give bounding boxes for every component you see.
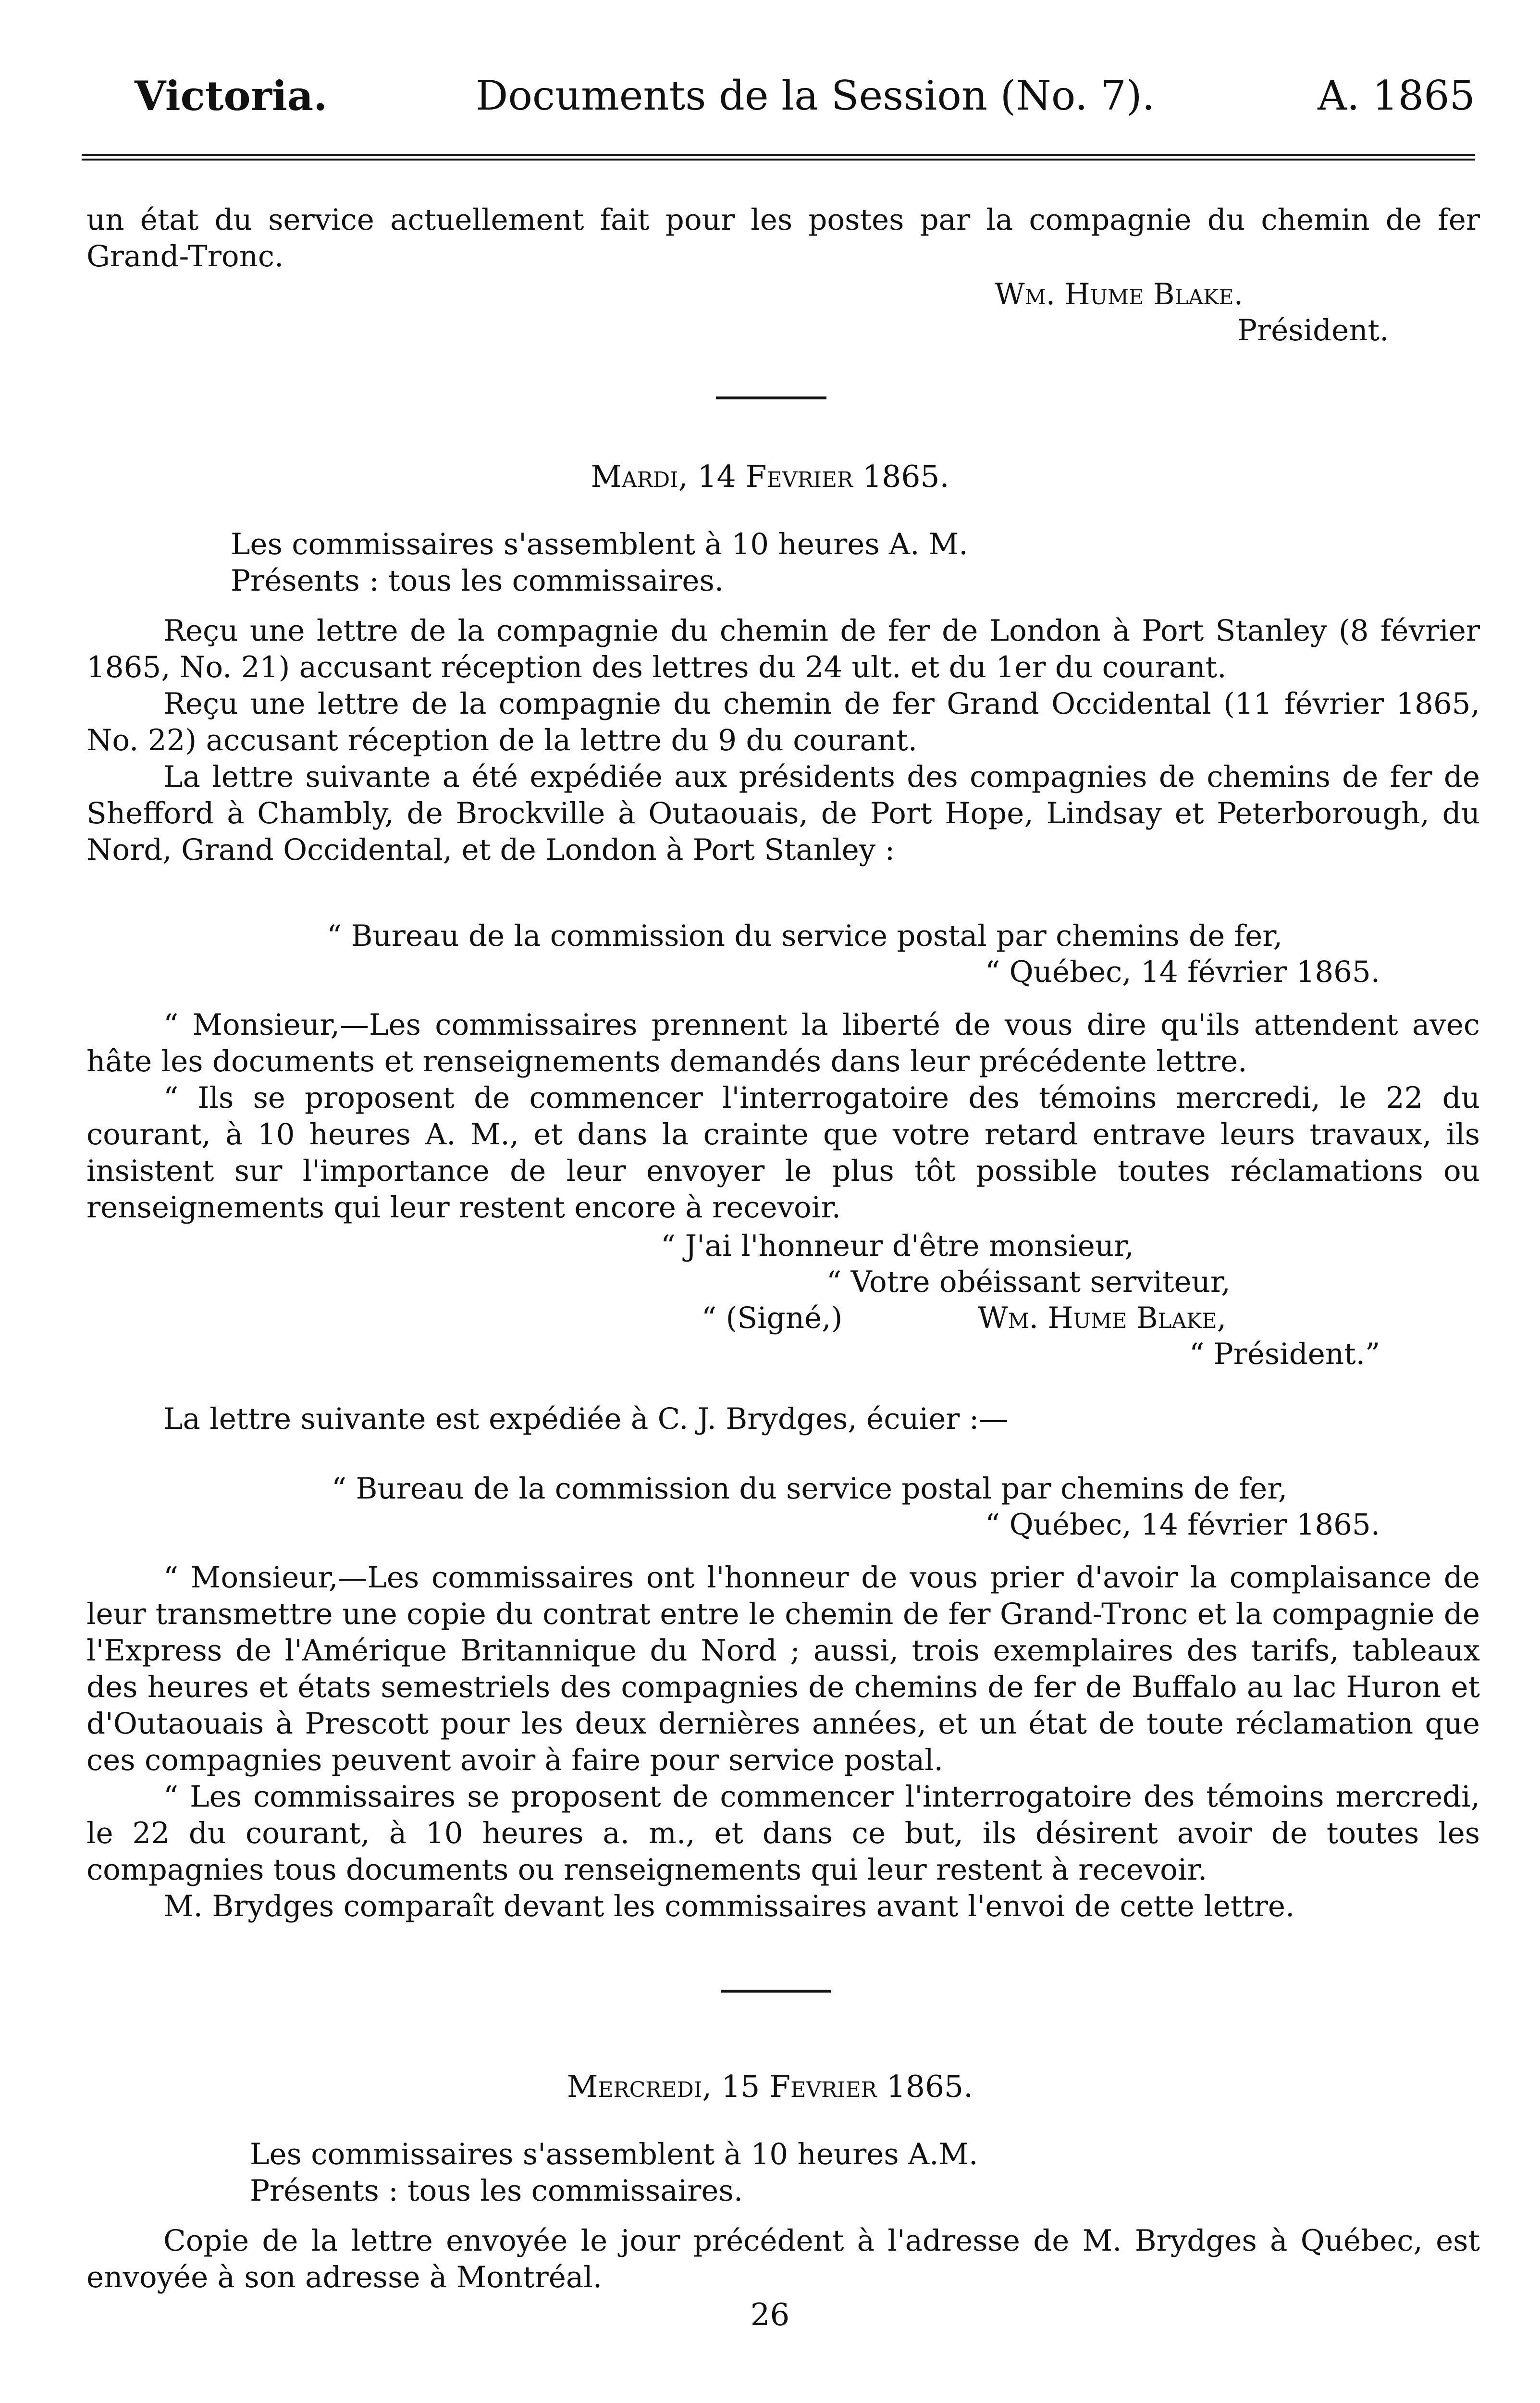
paragraph: La lettre suivante a été expédiée aux présidents des compagnies de chemins de fer de Shefford à Chambly, de Brockville à Outaouais, de Port Hope, Lindsay et Peterborough, du Nord, Grand Occidental, et de London à Port Stanley : (86, 760, 1480, 867)
letter-heading: “ Bureau de la commission du service postal par chemins de fer, (327, 919, 1283, 953)
paragraph: Copie de la lettre envoyée le jour précédent à l'adresse de M. Brydges à Québec, est envoyée à son adresse à Montréal. (86, 2224, 1480, 2294)
letter-date: “ Québec, 14 février 1865. (985, 1508, 1380, 1542)
page-number: 26 (750, 2297, 790, 2333)
letter-body (86, 1560, 1480, 1925)
running-header (91, 72, 1475, 125)
continued-paragraph (86, 202, 1480, 275)
section-heading: Mercredi, 15 Fevrier 1865. (567, 2069, 973, 2104)
minutes-block (86, 613, 1480, 868)
paragraph: La lettre suivante est expédiée à C. J. Brydges, écuier :— (163, 1402, 1009, 1436)
section-heading: Mardi, 14 Fevrier 1865. (591, 459, 949, 494)
paragraph: un état du service actuellement fait pour les postes par la compagnie du chemin de fer Grand-Tronc. (86, 203, 1480, 273)
paragraph: Reçu une lettre de la compagnie du chemin de fer de London à Port Stanley (8 février 1865, No. 21) accusant réception des lettres du 24 ult. et du 1er du courant. (86, 614, 1480, 684)
paragraph: Reçu une lettre de la compagnie du chemin de fer Grand Occidental (11 février 1865, No. 22) accusant réception de la lettre du 9 du courant. (86, 687, 1480, 757)
paragraph: M. Brydges comparaît devant les commissaires avant l'envoi de cette lettre. (163, 1889, 1295, 1923)
present-line: Présents : tous les commissaires. (250, 2174, 743, 2208)
attendance-block (231, 526, 1432, 599)
meeting-line: Les commissaires s'assemblent à 10 heures A.M. (250, 2137, 978, 2171)
paragraph: “ Les commissaires se proposent de commencer l'interrogatoire des témoins mercredi, le 22 du courant, à 10 heures a. m., et dans ce but, ils désirent avoir de toutes les compagnies tous documents ou renseignements qui leur restent à recevoir. (86, 1780, 1480, 1887)
present-line: Présents : tous les commissaires. (231, 564, 724, 598)
signed-label: “ (Signé,) (702, 1301, 843, 1335)
minutes-block (86, 2223, 1480, 2296)
paragraph: “ Ils se proposent de commencer l'interrogatoire des témoins mercredi, le 22 du courant, à 10 heures A. M., et dans la crainte que votre retard entrave leurs travaux, ils insistent sur l'importance de leur envoyer le plus tôt possible toutes réclamations ou renseignements qui leur restent encore à recevoir. (86, 1081, 1480, 1225)
signature-title: Président. (1237, 313, 1389, 347)
closing-line: “ Votre obéissant serviteur, (826, 1265, 1231, 1299)
section-divider (716, 396, 826, 399)
meeting-line: Les commissaires s'assemblent à 10 heures A. M. (231, 527, 968, 561)
paragraph-block (163, 1401, 1461, 1437)
paragraph: “ Monsieur,—Les commissaires ont l'honneur de vous prier d'avoir la complaisance de leur transmettre une copie du contrat entre le chemin de fer Grand-Tronc et la compagnie de l'Express de l'Amérique Britannique du Nord ; aussi, trois exemplaires des tarifs, tableaux des heures et états semestriels des compagnies de chemins de fer de Buffalo au lac Huron et d'Outaouais à Prescott pour les deux dernières années, et un état de toute réclamation que ces compagnies peuvent avoir à faire pour service postal. (86, 1561, 1480, 1777)
signature-name: Wm. Hume Blake, (978, 1301, 1227, 1335)
letter-date: “ Québec, 14 février 1865. (985, 955, 1380, 989)
letter-body (86, 1007, 1480, 1226)
header-province: Victoria. (135, 72, 328, 120)
header-year: A. 1865 (1318, 72, 1475, 119)
header-double-rule (82, 154, 1475, 161)
header-title: Documents de la Session (No. 7). (476, 72, 1155, 119)
paragraph: “ Monsieur,—Les commissaires prennent la liberté de vous dire qu'ils attendent avec hâte les documents et renseignements demandés dans leur précédente lettre. (86, 1008, 1480, 1078)
letter-heading: “ Bureau de la commission du service postal par chemins de fer, (332, 1472, 1288, 1506)
attendance-block (250, 2136, 1451, 2209)
closing-line: “ J'ai l'honneur d'être monsieur, (661, 1229, 1134, 1263)
section-divider (721, 1990, 831, 1993)
signature-title: “ Président.” (1189, 1337, 1380, 1371)
signature-name: Wm. Hume Blake. (995, 277, 1244, 311)
